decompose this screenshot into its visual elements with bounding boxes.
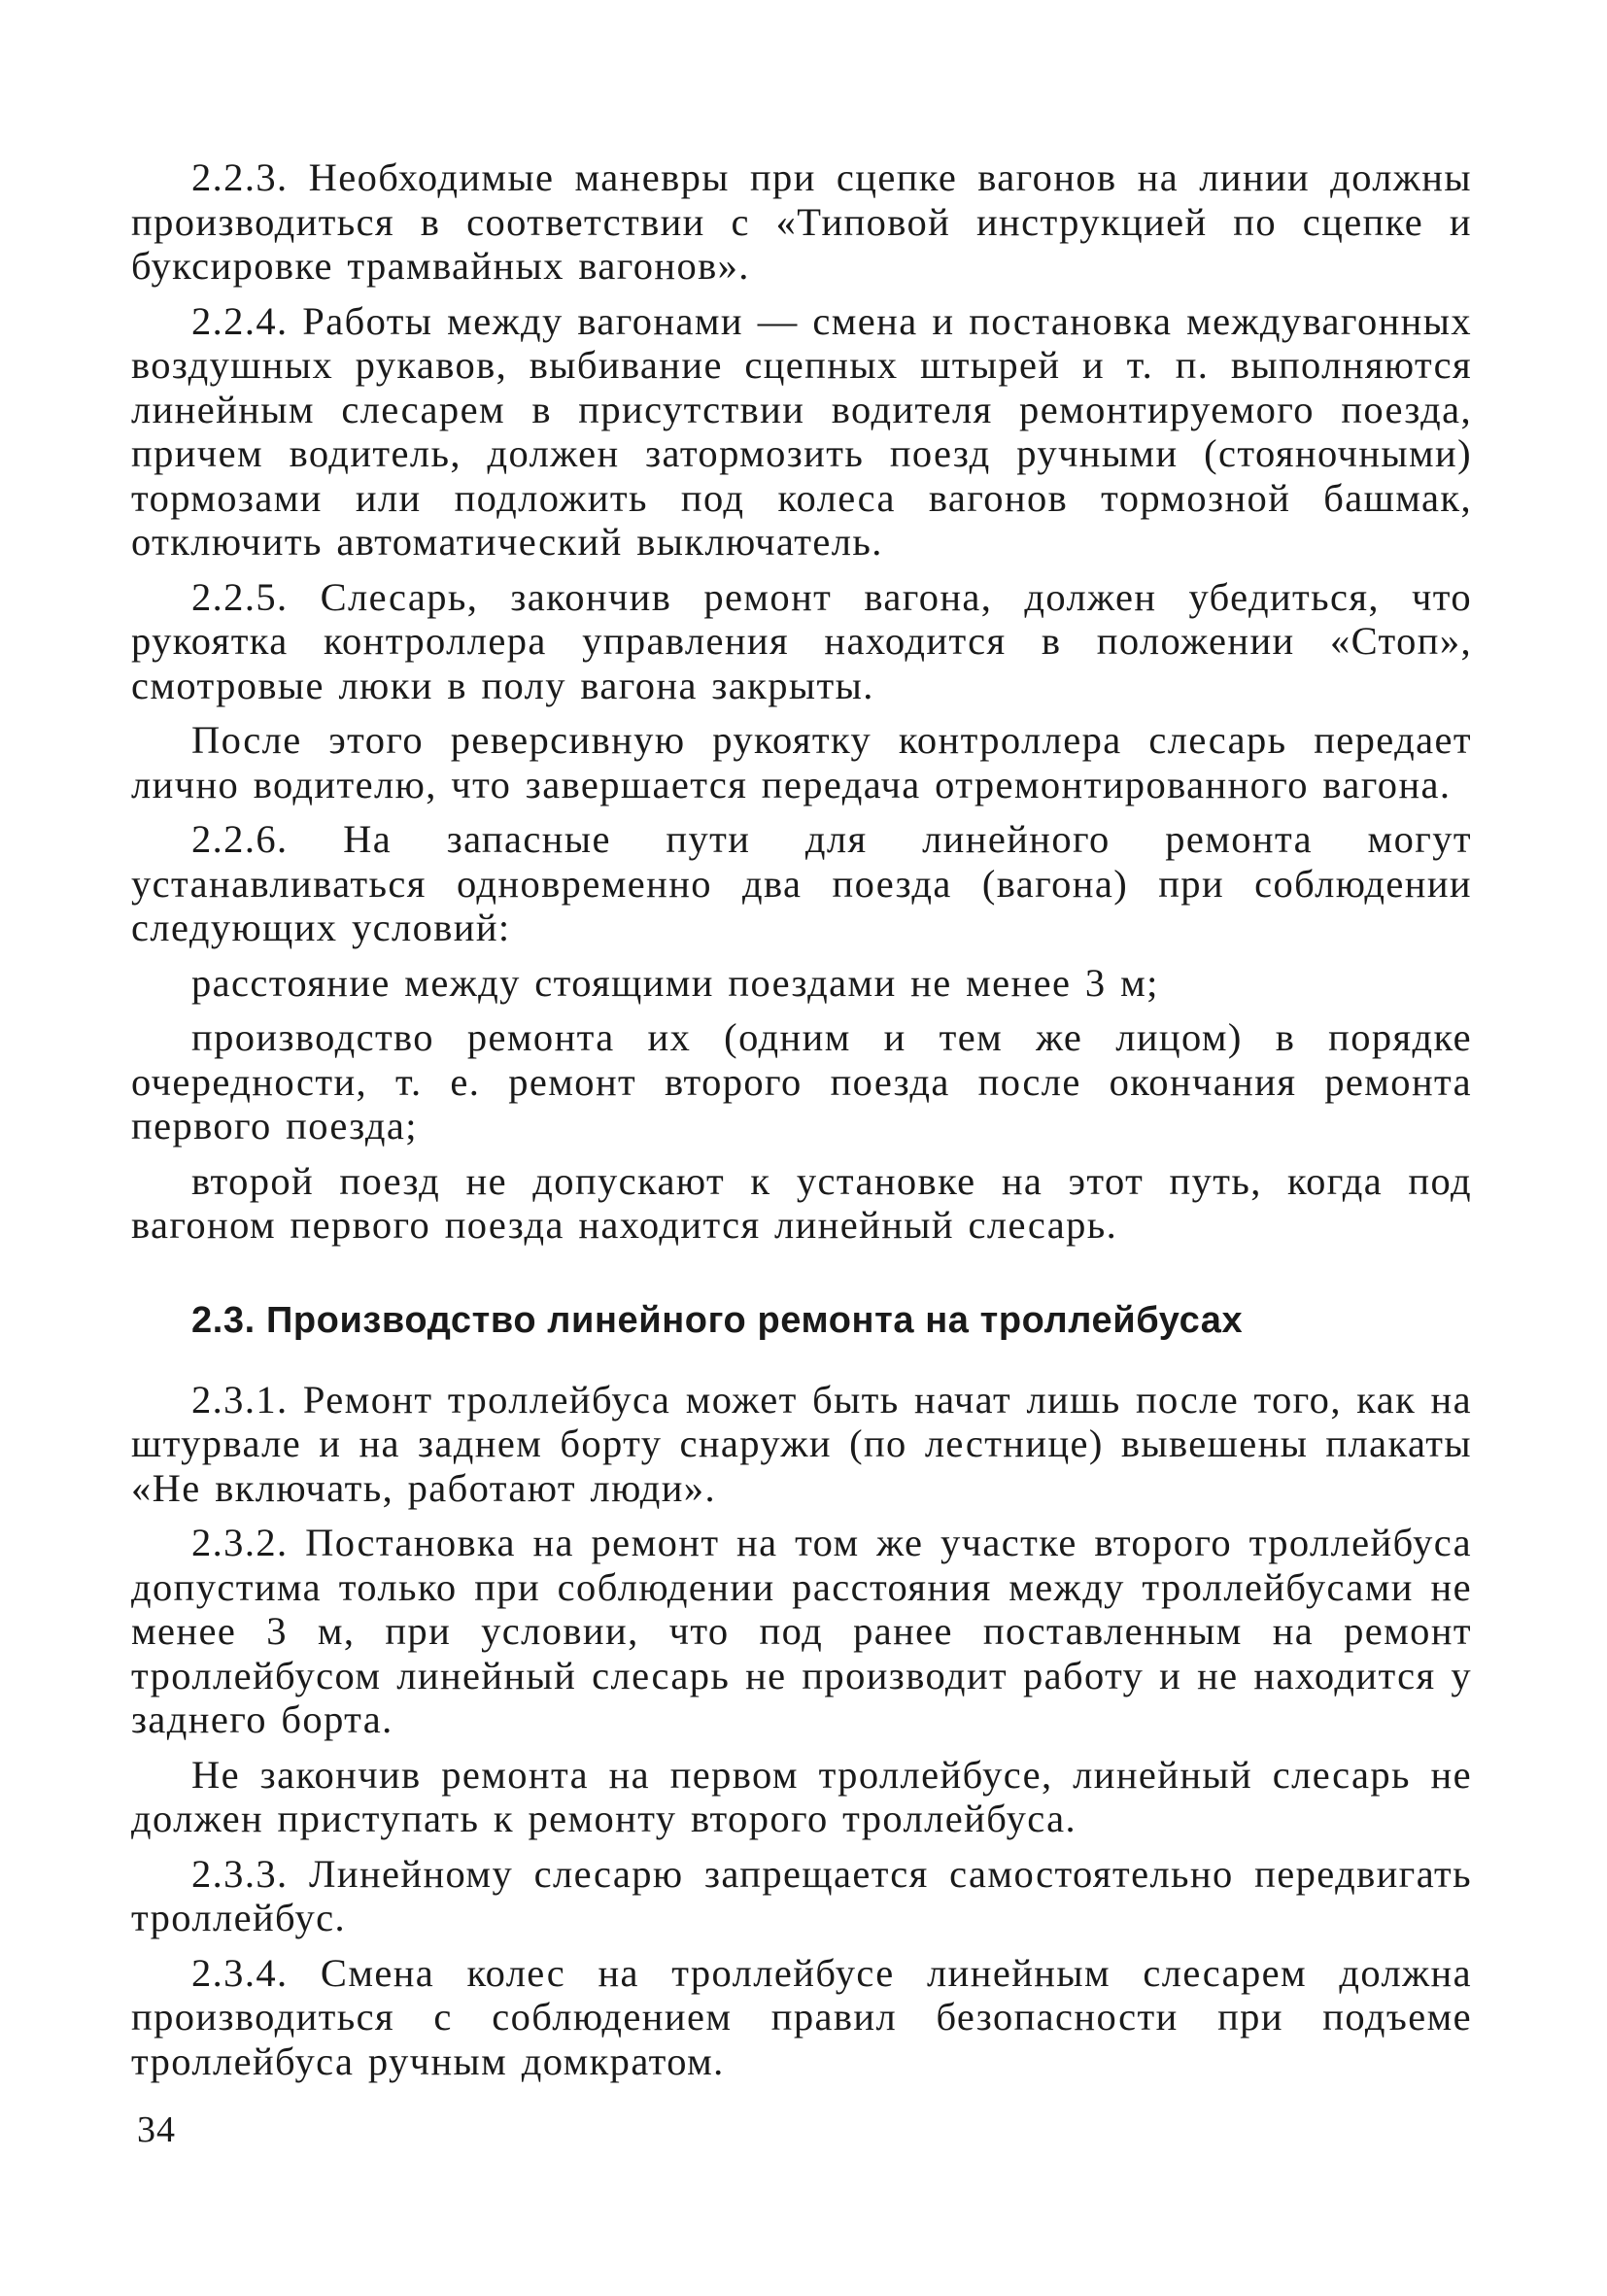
section-heading-2-3: 2.3. Производство линейного ремонта на троллейбусах	[191, 1299, 1244, 1341]
paragraph-2-3-1: 2.3.1. Ремонт троллейбуса может быть начат лишь после того, как на штурвале и на заднем борту снаружи (по лестнице) вывешены плакаты «Не включать, работают люди».	[131, 1377, 1472, 1510]
paragraph-2-3-4: 2.3.4. Смена колес на троллейбусе линейным слесарем должна производиться с соблюдением правил безопасности при подъеме троллейбуса ручным домкратом.	[131, 1950, 1472, 2083]
paragraph-2-2-4: 2.2.4. Работы между вагонами — смена и постановка междувагонных воздушных рукавов, выбивание сцепных штырей и т. п. выполняются линейным слесарем в присутствии водителя ремонтируемого поезда, причем водитель, должен затормозить поезд ручными (стояночными) тормозами или подложить под колеса вагонов тормозной башмак, отключить автоматический выключатель.	[131, 298, 1472, 564]
paragraph-2-3-2: 2.3.2. Постановка на ремонт на том же участке второго троллейбуса допустима только при соблюдении расстояния между троллейбусами не менее 3 м, при условии, что под ранее поставленным на ремонт троллейбусом линейный слесарь не производит работу и не находится у заднего борта.	[131, 1521, 1472, 1741]
paragraph-2-2-6: 2.2.6. На запасные пути для линейного ремонта могут устанавливаться одновременно два поезда (вагона) при соблюдении следующих условий:	[131, 817, 1472, 949]
page-body	[131, 155, 1472, 2094]
paragraph-2-2-5: 2.2.5. Слесарь, закончив ремонт вагона, должен убедиться, что рукоятка контроллера управления находится в положении «Стоп», смотровые люки в полу вагона закрыты.	[131, 574, 1472, 707]
condition-order: производство ремонта их (одним и тем же лицом) в порядке очередности, т. е. ремонт второго поезда после окончания ремонта первого поезда;	[131, 1015, 1472, 1148]
paragraph-2-2-3: 2.2.3. Необходимые маневры при сцепке вагонов на линии должны производиться в соответствии с «Типовой инструкцией по сцепке и буксировке трамвайных вагонов».	[131, 155, 1472, 288]
condition-second-train: второй поезд не допускают к установке на этот путь, когда под вагоном первого поезда находится линейный слесарь.	[131, 1158, 1472, 1247]
paragraph-reverse-handle: После этого реверсивную рукоятку контроллера слесарь передает лично водителю, что завершается передача отремонтированного вагона.	[131, 718, 1472, 806]
paragraph-first-trolleybus: Не закончив ремонта на первом троллейбусе, линейный слесарь не должен приступать к ремонту второго троллейбуса.	[131, 1752, 1472, 1840]
condition-distance: расстояние между стоящими поездами не менее 3 м;	[191, 960, 1159, 1005]
paragraph-2-3-3: 2.3.3. Линейному слесарю запрещается самостоятельно передвигать троллейбус.	[131, 1851, 1472, 1939]
page-number: 34	[137, 2109, 176, 2150]
